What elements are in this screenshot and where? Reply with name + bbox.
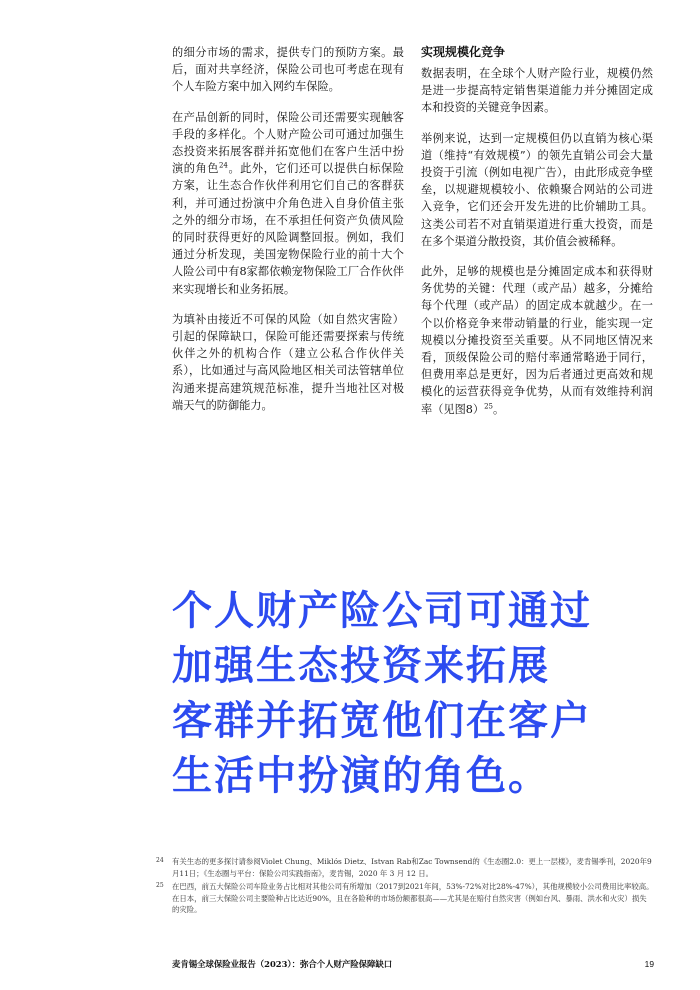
paragraph: 数据表明，在全球个人财产险行业，规模仍然是进一步提高特定销售渠道能力并分摊固定成本和投资的关键竞争因素。 [421,67,653,115]
paragraph: 举例来说，达到一定规模但仍以直销为核心渠道（维持“有效规模”）的领先直销公司会大量投资于引流（例如电视广告），由此形成竞争壁垒，以规避规模较小、依赖聚合网站的公司进入竞争，它们还会开发先进的比价辅助工具。这类公司若不对直销渠道进行重大投资，而是在多个渠道分散投资，其价值会被稀释。 [421,131,653,248]
footnote [156,881,654,916]
footnote-number: 25 [156,882,164,889]
paragraph-text: 。此外，它们还可以提供白标保险方案，让生态合作伙伴利用它们自己的客群获利，并可通过扮演中介角色进入自身价值主张之外的细分市场，在不承担任何资产负债风险的同时获得更好的风险调整回报。例如，我们通过分析发现，美国宠物保险行业的前十大个人险公司中有8家都依赖宠物保险工厂合作伙伴来实现增长和业务拓展。 [172,162,404,296]
section-heading: 实现规模化竞争 [421,45,506,59]
pull-quote [172,583,672,803]
pull-quote-line: 生活中扮演的角色。 [172,752,550,799]
footnote-text: 在巴西，前五大保险公司车险业务占比相对其他公司有所增加（2017到2021年间，53%-72%对比28%-47%），其他规模较小公司费用比率较高。在日本，前三大保险公司主要险种占比达近90%，且在各险种的市场份额都很高——尤其是在赔付自然灾害（例如台风、暴雨、洪水和火灾）损失的灾险。 [172,882,654,914]
paragraph [172,109,404,298]
footnotes [156,856,654,918]
paragraph-text: 此外，足够的规模也是分摊固定成本和获得财务优势的关键：代理（或产品）越多，分摊给每个代理（或产品）的固定成本就越少。在一个以价格竞争来带动销量的行业，能实现一定规模以分摊投资至关重要。从不同地区情况来看，顶级保险公司的赔付率通常略逊于同行，但费用率总是更好，因为后者通过更高效和规模化的运营获得竞争优势，从而有效维持利润率（见图8） [421,265,653,416]
paragraph: 的细分市场的需求，提供专门的预防方案。最后，面对共享经济，保险公司也可考虑在现有个人车险方案中加入网约车保险。 [172,46,404,94]
paragraph-text: 。 [492,402,505,416]
paragraph: 为填补由接近不可保的风险（如自然灾害险）引起的保障缺口，保险可能还需要探索与传统伙伴之外的机构合作（建立公私合作伙伴关系），比如通过与高风险地区相关司法管辖单位沟通来提高建筑规范标准，提升当地社区对极端天气的防御能力。 [172,312,404,412]
report-title: 麦肯锡全球保险业报告（2023）：弥合个人财产险保障缺口 [172,959,393,969]
footnote-ref[interactable]: 25 [484,401,493,410]
footnote-text: 有关生态的更多探讨请参阅Violet Chung、Miklós Dietz、Istvan Rab和Zac Townsend的《生态圈2.0：更上一层楼》，麦肯锡季刊，2020年9月11日；《生态圈与平台：保险公司实践指南》，麦肯锡，2020 年 3 月 12 日。 [172,857,652,878]
footnote-number: 24 [156,857,164,864]
pull-quote-line: 加强生态投资来拓展 [172,642,550,689]
page-number: 19 [644,959,654,969]
pull-quote-line: 客群并拓宽他们在客户 [172,697,592,744]
page-footer [172,958,654,970]
left-text-column [172,44,404,427]
right-text-column [421,44,653,431]
paragraph [421,263,653,418]
footnote [156,856,654,879]
pull-quote-line: 个人财产险公司可通过 [172,587,592,634]
paragraph-text: 在产品创新的同时，保险公司还需要实现触客手段的多样化。个人财产险公司可通过加强生态投资来拓展客群并拓宽他们在客户生活中扮演的角色 [172,110,404,176]
footnote-ref[interactable]: 24 [218,161,228,170]
